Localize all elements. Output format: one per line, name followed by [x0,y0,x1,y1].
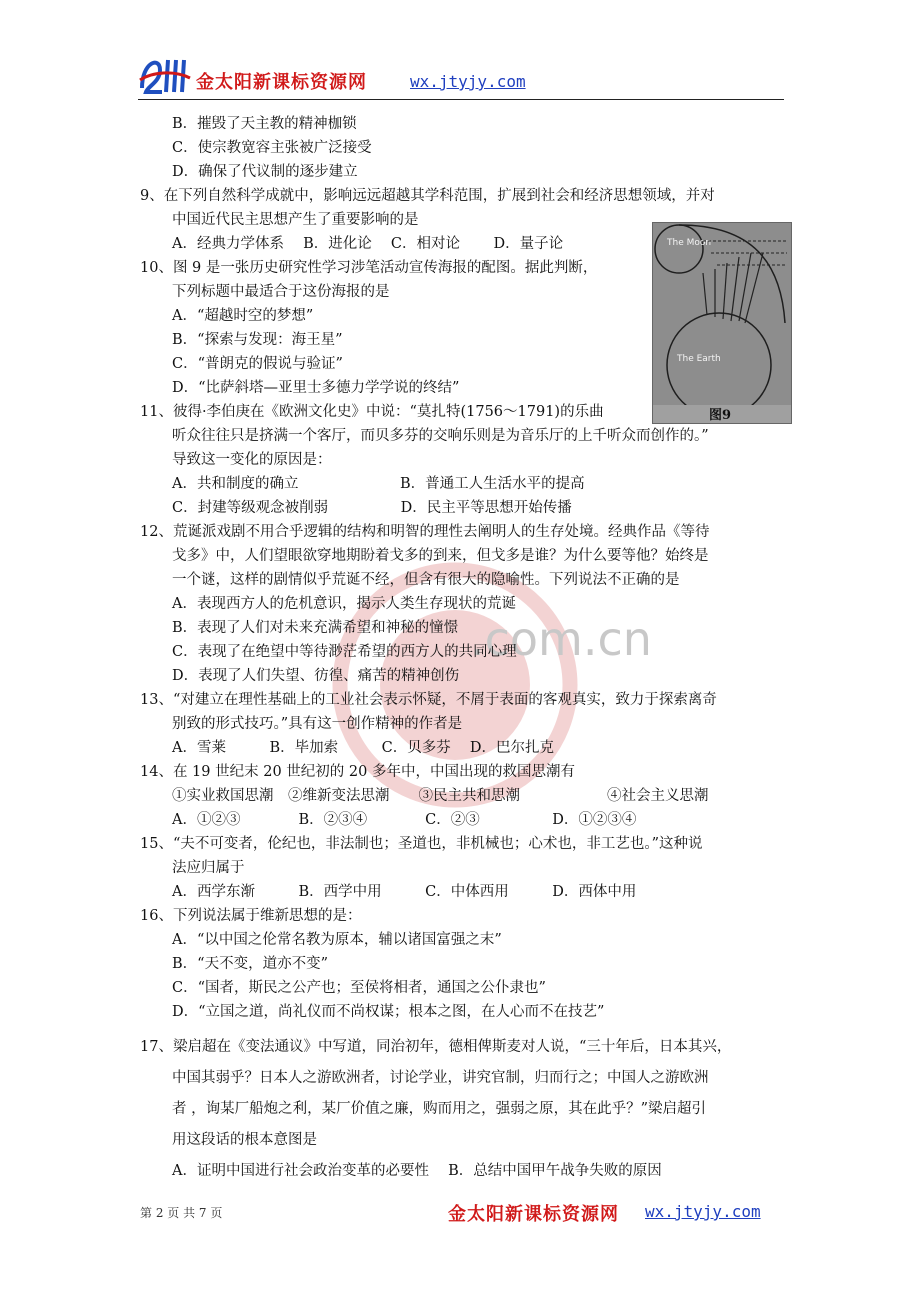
option-line: A．共和制度的确立 B．普通工人生活水平的提高 [172,476,585,492]
question-text-line: 一个谜，这样的剧情似乎荒诞不经，但含有很大的隐喻性。下列说法不正确的是 [172,572,680,588]
question-stem: 14、在 19 世纪末 20 世纪初的 20 多年中，中国出现的救国思潮有 [140,764,575,780]
question-text-line: 别致的形式技巧。”具有这一创作精神的作者是 [172,716,463,732]
footer-brand: 金太阳新课标资源网 [448,1204,619,1225]
question-text-line: 者 ，询某厂船炮之利，某厂价值之廉，购而用之，强弱之原，其在此乎？”梁启超引 [172,1101,707,1117]
question-stem: 13、“对建立在理性基础上的工业社会表示怀疑，不屑于表面的客观真实，致力于探索离奇 [140,692,717,708]
question-stem: 15、“夫不可变者，伦纪也，非法制也；圣道也，非机械也；心术也，非工艺也。”这种说 [140,836,703,852]
option-line: D．表现了人们失望、彷徨、痛苦的精神创伤 [172,668,460,684]
option-line: ①实业救国思潮 ②维新变法思潮 ③民主共和思潮 ④社会主义思潮 [172,788,709,804]
question-stem: 12、荒诞派戏剧不用合乎逻辑的结构和明智的理性去阐明人的生存处境。经典作品《等待 [140,524,710,540]
figure-caption: 图9 [709,408,732,423]
question-stem: 16、下列说法属于维新思想的是： [140,908,362,924]
question-17-lines [140,1032,790,1187]
option-line: A．西学东渐 B．西学中用 C．中体西用 D．西体中用 [172,884,637,900]
page-number: 第 2 页 共 7 页 [140,1206,223,1220]
page-header [138,52,784,100]
option-line: B．摧毁了天主教的精神枷锁 [172,116,357,132]
option-line: A．“以中国之伦常名教为原本，辅以诸国富强之末” [172,932,502,948]
question-text-line: 法应归属于 [172,860,245,876]
option-line: C．表现了在绝望中等待渺茫希望的西方人的共同心理 [172,644,517,660]
moon-label: The Moon [667,238,712,248]
option-line: A．①②③ B．②③④ C．②③ D．①②③④ [172,812,637,828]
option-line: A．“超越时空的梦想” [172,308,314,324]
watermark-text: .com.cn [470,612,652,666]
option-line: B．表现了人们对未来充满希望和神秘的憧憬 [172,620,459,636]
option-line: A．雪莱 B．毕加索 C．贝多芬 D．巴尔扎克 [172,740,554,756]
question-lines [140,112,790,1024]
option-line: C．“普朗克的假说与验证” [172,356,343,372]
header-site-link[interactable]: wx.jtyjy.com [410,72,526,91]
footer-site-link[interactable]: wx.jtyjy.com [645,1202,761,1221]
question-text-line: 下列标题中最适合于这份海报的是 [172,284,390,300]
option-line: C．封建等级观念被削弱 D．民主平等思想开始传播 [172,500,572,516]
question-text-line: 导致这一变化的原因是： [172,452,332,468]
question-text-line: 用这段话的根本意图是 [172,1132,317,1148]
option-line: B．“探索与发现：海王星” [172,332,343,348]
option-line: C．使宗教宽容主张被广泛接受 [172,140,372,156]
option-line: A．经典力学体系 B．进化论 C．相对论 D．量子论 [172,236,564,252]
option-line: C．“国者，斯民之公产也；至侯将相者，通国之公仆隶也” [172,980,546,996]
question-text-line: 戈多》中，人们望眼欲穿地期盼着戈多的到来，但戈多是谁？为什么要等他？始终是 [172,548,709,564]
option-line: D．“立国之道，尚礼仪而不尚权谋；根本之图，在人心而不在技艺” [172,1004,605,1020]
question-text-line: 中国其弱乎？日本人之游欧洲者，讨论学业，讲究官制，归而行之；中国人之游欧洲 [172,1070,709,1086]
question-text-line: 中国近代民主思想产生了重要影响的是 [172,212,419,228]
logo-icon [138,52,192,98]
earth-label: The Earth [677,354,721,364]
question-content [140,112,790,1187]
option-line: B．“天不变，道亦不变” [172,956,328,972]
option-line: D．“比萨斜塔—亚里士多德力学学说的终结” [172,380,460,396]
option-line: A．表现西方人的危机意识，揭示人类生存现状的荒诞 [172,596,516,612]
question-stem: 9、在下列自然科学成就中，影响远远超越其学科范围，扩展到社会和经济思想领域，并对 [140,188,715,204]
question-text-line: 听众往往只是挤满一个客厅，而贝多芬的交响乐则是为音乐厅的上千听众而创作的。” [172,428,709,444]
option-line: A．证明中国进行社会政治变革的必要性 B．总结中国甲午战争失败的原因 [172,1163,662,1179]
question-stem: 11、彼得·李伯庚在《欧洲文化史》中说：“莫扎特(1756～1791)的乐曲 [140,404,604,420]
header-brand: 金太阳新课标资源网 [196,72,367,93]
header-rule [138,99,784,100]
question-stem: 10、图 9 是一张历史研究性学习涉笔活动宣传海报的配图。据此判断， [140,260,598,276]
question-stem: 17、梁启超在《变法通议》中写道，同治初年，德相俾斯麦对人说，“三十年后，日本其兴， [140,1039,732,1055]
option-line: D．确保了代议制的逐步建立 [172,164,358,180]
page-footer [140,1200,790,1230]
